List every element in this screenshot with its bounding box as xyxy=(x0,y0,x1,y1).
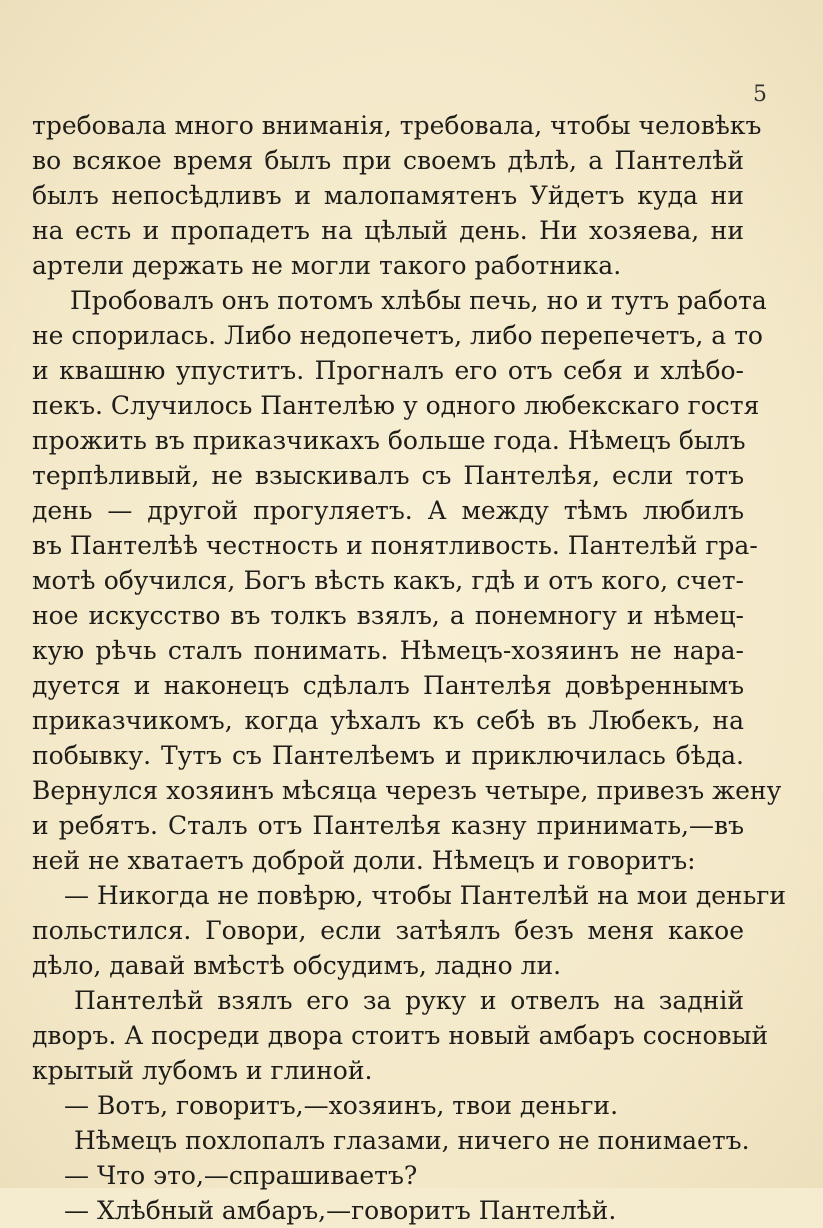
text-line: дворъ. А посреди двора стоитъ новый амбаръ сосновый xyxy=(32,1021,769,1050)
text-line: день — другой прогуляетъ. А между тѣмъ любилъ xyxy=(32,496,744,525)
text-line: Вернулся хозяинъ мѣсяца черезъ четыре, привезъ жену xyxy=(32,776,782,805)
text-line: приказчикомъ, когда уѣхалъ къ себѣ въ Любекъ, на xyxy=(32,706,744,735)
text-line: не спорилась. Либо недопечетъ, либо перепечетъ, а то xyxy=(32,321,763,350)
text-line: — Что это,—спрашиваетъ? xyxy=(64,1161,418,1190)
text-line: Нѣмецъ похлопалъ глазами, ничего не понимаетъ. xyxy=(74,1126,750,1155)
text-line: прожить въ приказчикахъ больше года. Нѣмецъ былъ xyxy=(32,426,746,455)
text-line: польстился. Говори, если затѣялъ безъ меня какое xyxy=(32,916,744,945)
page-number: 5 xyxy=(753,82,767,107)
text-line: крытый лубомъ и глиной. xyxy=(32,1056,373,1085)
text-line: побывку. Тутъ съ Пантелѣемъ и приключилась бѣда. xyxy=(32,741,744,770)
text-line: артели держать не могли такого работника. xyxy=(32,251,622,280)
text-line: Пантелѣй взялъ его за руку и отвелъ на задній xyxy=(74,986,744,1015)
text-line: на есть и пропадетъ на цѣлый день. Ни хозяева, ни xyxy=(32,216,744,245)
text-line: дѣло, давай вмѣстѣ обсудимъ, ладно ли. xyxy=(32,951,562,980)
text-line: дуется и наконецъ сдѣлалъ Пантелѣя довѣреннымъ xyxy=(32,671,744,700)
text-line: ное искусство въ толкъ взялъ, а понемногу и нѣмец- xyxy=(32,601,744,630)
text-line: пекъ. Случилось Пантелѣю у одного любекскаго гостя xyxy=(32,391,760,420)
text-line: — Вотъ, говоритъ,—хозяинъ, твои деньги. xyxy=(64,1091,619,1120)
text-line: Пробовалъ онъ потомъ хлѣбы печь, но и тутъ работа xyxy=(70,286,767,315)
text-line: ней не хватаетъ доброй доли. Нѣмецъ и говоритъ: xyxy=(32,846,696,875)
text-line: былъ непосѣдливъ и малопамятенъ Уйдетъ куда ни xyxy=(32,181,744,210)
body-text xyxy=(32,108,787,1228)
text-line: кую рѣчь сталъ понимать. Нѣмецъ-хозяинъ не нара- xyxy=(32,636,744,665)
text-line: во всякое время былъ при своемъ дѣлѣ, а Пантелѣй xyxy=(32,146,744,175)
text-line: — Никогда не повѣрю, чтобы Пантелѣй на мои деньги xyxy=(64,881,787,910)
text-line: требовала много вниманія, требовала, чтобы человѣкъ xyxy=(32,111,762,140)
text-line: терпѣливый, не взыскивалъ съ Пантелѣя, если тотъ xyxy=(32,461,744,490)
text-line: въ Пантелѣѣ честность и понятливость. Пантелѣй гра- xyxy=(32,531,758,560)
text-line: мотѣ обучился, Богъ вѣсть какъ, гдѣ и отъ кого, счет- xyxy=(32,566,744,595)
text-line: — Хлѣбный амбаръ,—говоритъ Пантелѣй. xyxy=(64,1196,617,1225)
text-line: и квашню упуститъ. Прогналъ его отъ себя и хлѣбо- xyxy=(32,356,744,385)
text-line: и ребятъ. Сталъ отъ Пантелѣя казну принимать,—въ xyxy=(32,811,744,840)
